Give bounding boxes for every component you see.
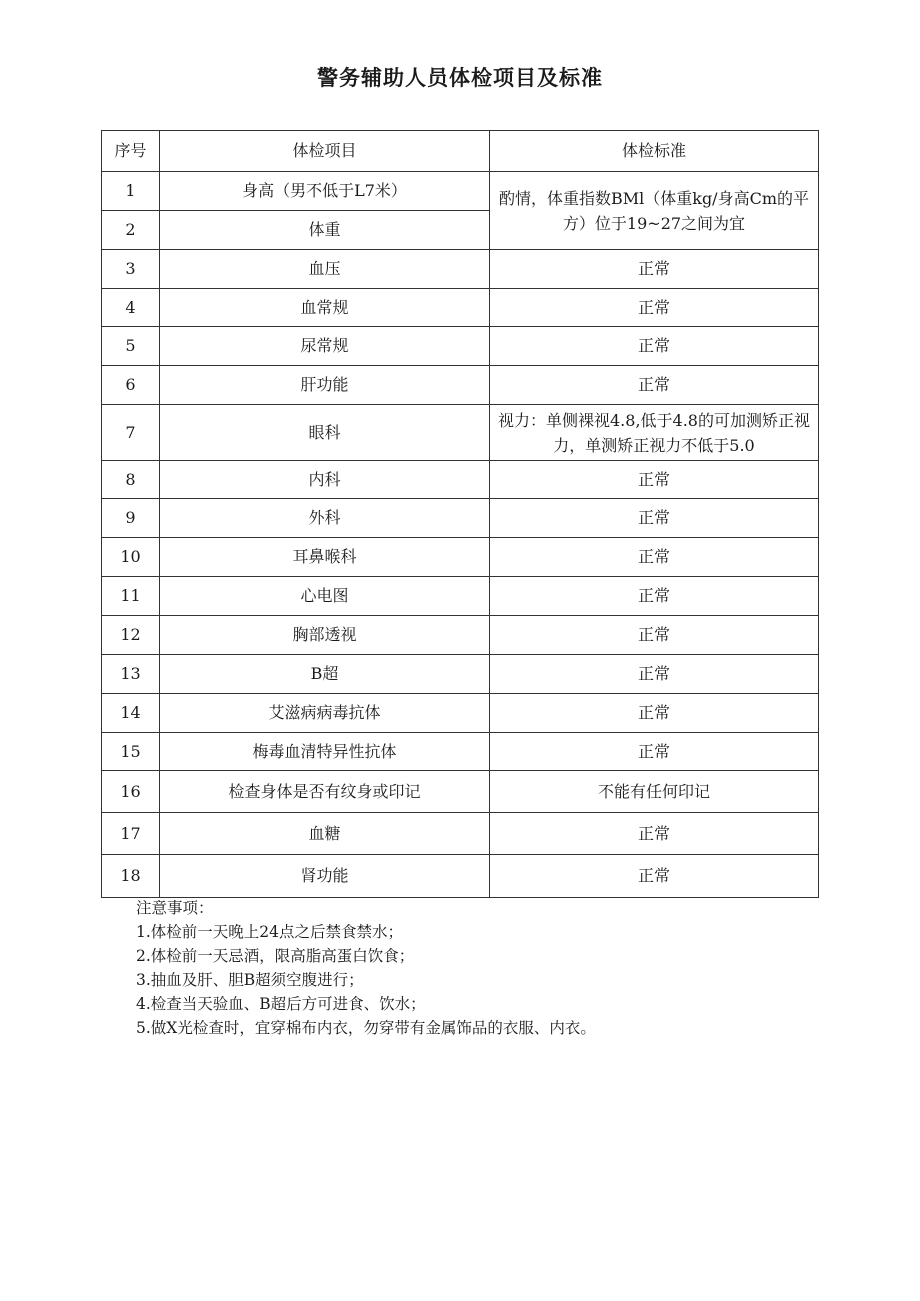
page-title: 警务辅助人员体检项目及标准 xyxy=(317,66,603,90)
row-standard: 正常 xyxy=(490,813,819,855)
row-standard: 正常 xyxy=(490,616,819,655)
table-row xyxy=(102,172,819,211)
note-item: 2.体检前一天忌酒，限高脂高蛋白饮食； xyxy=(136,947,415,965)
row-standard: 视力：单侧裸视4.8,低于4.8的可加测矫正视力，单测矫正视力不低于5.0 xyxy=(490,405,819,461)
row-standard: 正常 xyxy=(490,538,819,577)
row-item: 尿常规 xyxy=(160,327,490,366)
note-item: 1.体检前一天晚上24点之后禁食禁水； xyxy=(136,923,404,941)
table-row xyxy=(102,461,819,499)
table-row xyxy=(102,366,819,405)
row-item: 检查身体是否有纹身或印记 xyxy=(160,771,490,813)
row-item: 血常规 xyxy=(160,289,490,327)
row-item: 血压 xyxy=(160,250,490,289)
row-standard: 正常 xyxy=(490,733,819,771)
header-standard: 体检标准 xyxy=(490,131,819,172)
row-no: 6 xyxy=(102,366,160,405)
row-item: 眼科 xyxy=(160,405,490,461)
row-item: 内科 xyxy=(160,461,490,499)
row-item: 身高（男不低于L7米） xyxy=(160,172,490,211)
row-item: 艾滋病病毒抗体 xyxy=(160,694,490,733)
table-row xyxy=(102,616,819,655)
note-item: 5.做X光检查时，宜穿棉布内衣，勿穿带有金属饰品的衣服、内衣。 xyxy=(136,1019,596,1037)
row-no: 14 xyxy=(102,694,160,733)
row-item: 心电图 xyxy=(160,577,490,616)
row-standard: 正常 xyxy=(490,289,819,327)
row-standard: 正常 xyxy=(490,855,819,898)
row-no: 17 xyxy=(102,813,160,855)
row-item: 肾功能 xyxy=(160,855,490,898)
note-item: 3.抽血及肝、胆B超须空腹进行； xyxy=(136,971,364,989)
row-no: 18 xyxy=(102,855,160,898)
table-row xyxy=(102,655,819,694)
table-header-row xyxy=(102,131,819,172)
row-no: 2 xyxy=(102,211,160,250)
row-no: 11 xyxy=(102,577,160,616)
table-row xyxy=(102,499,819,538)
row-item: 梅毒血清特异性抗体 xyxy=(160,733,490,771)
header-item: 体检项目 xyxy=(160,131,490,172)
table-row xyxy=(102,405,819,461)
row-standard: 正常 xyxy=(490,499,819,538)
table-row xyxy=(102,538,819,577)
row-item: 血糖 xyxy=(160,813,490,855)
row-no: 9 xyxy=(102,499,160,538)
note-item: 4.检查当天验血、B超后方可进食、饮水； xyxy=(136,995,426,1013)
header-no: 序号 xyxy=(102,131,160,172)
row-item: 肝功能 xyxy=(160,366,490,405)
table-row xyxy=(102,855,819,898)
notes-section xyxy=(136,896,596,1040)
table-row xyxy=(102,250,819,289)
row-standard: 正常 xyxy=(490,366,819,405)
row-standard: 正常 xyxy=(490,655,819,694)
row-no: 7 xyxy=(102,405,160,461)
table-row xyxy=(102,577,819,616)
table-row xyxy=(102,771,819,813)
row-no: 3 xyxy=(102,250,160,289)
row-no: 12 xyxy=(102,616,160,655)
notes-heading: 注意事项： xyxy=(136,899,214,917)
row-standard: 不能有任何印记 xyxy=(490,771,819,813)
row-no: 4 xyxy=(102,289,160,327)
row-standard: 正常 xyxy=(490,694,819,733)
row-no: 13 xyxy=(102,655,160,694)
row-standard: 正常 xyxy=(490,250,819,289)
row-no: 10 xyxy=(102,538,160,577)
row-standard: 正常 xyxy=(490,327,819,366)
row-no: 1 xyxy=(102,172,160,211)
table-row xyxy=(102,327,819,366)
table-row xyxy=(102,733,819,771)
row-item: 胸部透视 xyxy=(160,616,490,655)
row-item: 外科 xyxy=(160,499,490,538)
row-standard: 正常 xyxy=(490,461,819,499)
row-item: 体重 xyxy=(160,211,490,250)
table-row xyxy=(102,289,819,327)
row-item: 耳鼻喉科 xyxy=(160,538,490,577)
exam-table xyxy=(101,130,819,898)
row-standard-merged: 酌情，体重指数BMl（体重kg/身高Cm的平方）位于19~27之间为宜 xyxy=(490,172,819,250)
row-standard: 正常 xyxy=(490,577,819,616)
row-no: 15 xyxy=(102,733,160,771)
table-row xyxy=(102,813,819,855)
row-no: 5 xyxy=(102,327,160,366)
row-item: B超 xyxy=(160,655,490,694)
row-no: 8 xyxy=(102,461,160,499)
row-no: 16 xyxy=(102,771,160,813)
table-row xyxy=(102,694,819,733)
